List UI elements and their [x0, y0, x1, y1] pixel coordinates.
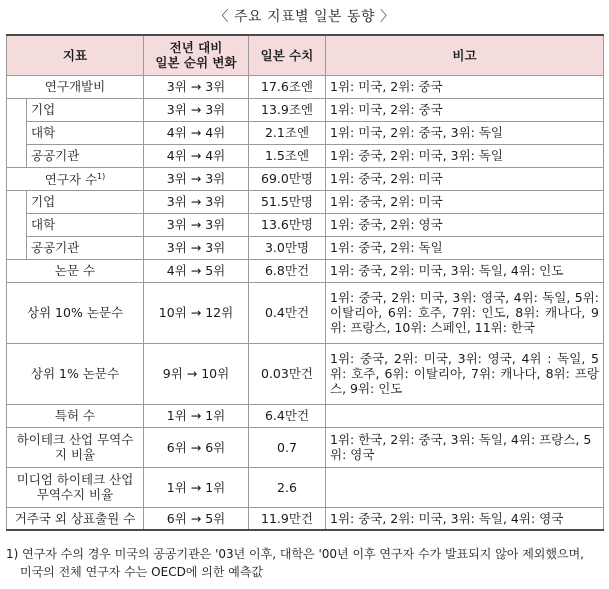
row-value: 0.03만건 — [249, 343, 326, 404]
row-value: 2.6 — [249, 467, 326, 507]
table-row — [7, 343, 604, 404]
row-value: 6.8만건 — [249, 259, 326, 282]
row-rank: 1위 → 1위 — [144, 467, 249, 507]
row-note: 1위: 미국, 2위: 중국, 3위: 독일 — [326, 121, 604, 144]
row-note: 1위: 중국, 2위: 미국 — [326, 190, 604, 213]
row-note — [326, 467, 604, 507]
row-label: 하이테크 산업 무역수지 비율 — [7, 427, 144, 467]
row-note: 1위: 미국, 2위: 중국 — [326, 98, 604, 121]
row-value: 17.6조엔 — [249, 75, 326, 98]
table-row — [7, 213, 604, 236]
row-rank: 3위 → 3위 — [144, 190, 249, 213]
row-note: 1위: 중국, 2위: 미국, 3위: 독일 — [326, 144, 604, 167]
row-label: 미디엄 하이테크 산업 무역수지 비율 — [7, 467, 144, 507]
row-label-text: 연구자 수 — [44, 172, 98, 188]
indent-cell — [7, 98, 27, 121]
footnote-line2: 미국의 전체 연구자 수는 OECD에 의한 예측값 — [20, 565, 264, 579]
row-note: 1위: 중국, 2위: 미국, 3위: 독일, 4위: 인도 — [326, 259, 604, 282]
row-rank: 3위 → 3위 — [144, 213, 249, 236]
header-rank-change-line2: 일본 순위 변화 — [155, 55, 237, 71]
row-rank: 9위 → 10위 — [144, 343, 249, 404]
indent-cell — [7, 190, 27, 213]
indent-cell — [7, 213, 27, 236]
header-rank-change-line1: 전년 대비 — [169, 40, 223, 56]
indent-cell — [7, 121, 27, 144]
row-note: 1위: 중국, 2위: 영국 — [326, 213, 604, 236]
row-note: 1위: 중국, 2위: 미국, 3위: 영국, 4위: 독일, 5위: 이탈리아, 6위: 호주, 7위: 인도, 8위: 캐나다, 9위: 프랑스, 10위: 스페인, 11위: 한국 — [326, 282, 604, 343]
row-label: 기업 — [27, 190, 144, 213]
header-indicator: 지표 — [7, 35, 144, 75]
row-value: 3.0만명 — [249, 236, 326, 259]
row-note: 1위: 미국, 2위: 중국 — [326, 75, 604, 98]
row-rank: 1위 → 1위 — [144, 404, 249, 427]
table-row — [7, 467, 604, 507]
indent-cell — [7, 236, 27, 259]
row-value: 11.9만건 — [249, 507, 326, 530]
row-rank: 6위 → 5위 — [144, 507, 249, 530]
row-note: 1위: 중국, 2위: 미국, 3위: 영국, 4위 : 독일, 5위: 호주, 6위: 이탈리아, 7위: 캐나다, 8위: 프랑스, 9위: 인도 — [326, 343, 604, 404]
row-label: 기업 — [27, 98, 144, 121]
row-rank: 10위 → 12위 — [144, 282, 249, 343]
row-label: 논문 수 — [7, 259, 144, 282]
row-note: 1위: 중국, 2위: 독일 — [326, 236, 604, 259]
row-value: 51.5만명 — [249, 190, 326, 213]
indent-cell — [7, 144, 27, 167]
footnote-marker: 1) — [97, 172, 106, 182]
indicator-table — [6, 34, 604, 531]
table-row — [7, 98, 604, 121]
row-rank: 3위 → 3위 — [144, 75, 249, 98]
row-note: 1위: 중국, 2위: 미국, 3위: 독일, 4위: 영국 — [326, 507, 604, 530]
row-rank: 4위 → 4위 — [144, 144, 249, 167]
row-note: 1위: 한국, 2위: 중국, 3위: 독일, 4위: 프랑스, 5위: 영국 — [326, 427, 604, 467]
row-rank: 4위 → 5위 — [144, 259, 249, 282]
row-rank: 3위 → 3위 — [144, 236, 249, 259]
row-value: 6.4만건 — [249, 404, 326, 427]
row-label: 대학 — [27, 213, 144, 236]
row-label: 거주국 외 상표출원 수 — [7, 507, 144, 530]
table-row — [7, 507, 604, 530]
row-rank: 6위 → 6위 — [144, 427, 249, 467]
row-label: 공공기관 — [27, 236, 144, 259]
row-value: 13.6만명 — [249, 213, 326, 236]
row-value: 1.5조엔 — [249, 144, 326, 167]
row-value: 0.7 — [249, 427, 326, 467]
row-value: 13.9조엔 — [249, 98, 326, 121]
row-rank: 3위 → 3위 — [144, 167, 249, 190]
table-row — [7, 144, 604, 167]
row-note: 1위: 중국, 2위: 미국 — [326, 167, 604, 190]
header-value: 일본 수치 — [249, 35, 326, 75]
row-label: 공공기관 — [27, 144, 144, 167]
header-note: 비고 — [326, 35, 604, 75]
row-label — [7, 167, 144, 190]
row-rank: 4위 → 4위 — [144, 121, 249, 144]
table-row — [7, 259, 604, 282]
row-label: 대학 — [27, 121, 144, 144]
row-value: 0.4만건 — [249, 282, 326, 343]
table-row — [7, 190, 604, 213]
table-row — [7, 236, 604, 259]
table-row — [7, 282, 604, 343]
header-rank-change — [144, 35, 249, 75]
table-row — [7, 167, 604, 190]
table-row — [7, 427, 604, 467]
row-label: 특허 수 — [7, 404, 144, 427]
row-note — [326, 404, 604, 427]
table-row — [7, 404, 604, 427]
footnote-line1: 1) 연구자 수의 경우 미국의 공공기관은 '03년 이후, 대학은 '00년 이후 연구자 수가 발표되지 않아 제외했으며, — [6, 547, 584, 561]
row-label: 상위 10% 논문수 — [7, 282, 144, 343]
table-row — [7, 121, 604, 144]
row-label: 연구개발비 — [7, 75, 144, 98]
row-value: 2.1조엔 — [249, 121, 326, 144]
table-row — [7, 75, 604, 98]
page-title: 〈 주요 지표별 일본 동향 〉 — [214, 9, 395, 25]
row-rank: 3위 → 3위 — [144, 98, 249, 121]
footnote — [6, 545, 606, 581]
row-label: 상위 1% 논문수 — [7, 343, 144, 404]
row-value: 69.0만명 — [249, 167, 326, 190]
